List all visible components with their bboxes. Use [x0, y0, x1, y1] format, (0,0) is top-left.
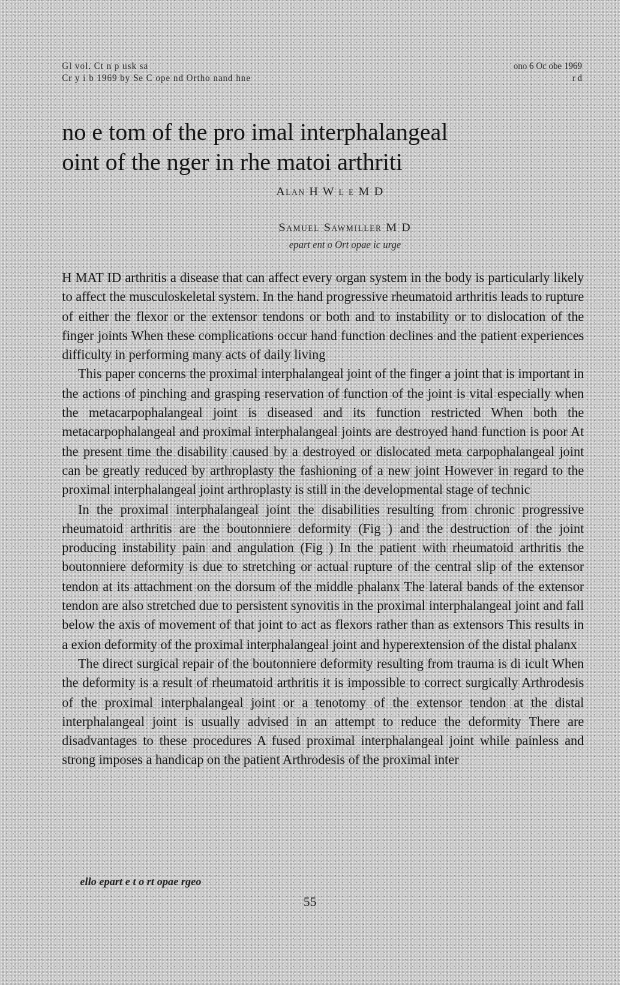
article-title: [62, 118, 582, 178]
running-head-left-line1: Gl vol. Ct n p usk sa: [62, 61, 149, 71]
running-head-right: [514, 60, 583, 84]
footnote: ello epart e t o rt opae rgeo: [80, 876, 202, 888]
page-number: 55: [303, 894, 317, 909]
first-author: Alan H W l e M D: [276, 184, 384, 198]
running-head-left: [62, 60, 251, 84]
author-affiliation: epart ent o Ort opae ic urge: [289, 240, 401, 251]
article-title-line1: no e tom of the pro imal interphalangeal: [62, 120, 448, 146]
paragraph-1: H MAT ID arthritis a disease that can affect every organ system in the body is particularly likely to affect the musculoskeletal system. In the hand progressive rheumatoid arthritis leads to rupture of either the flexor or the extensor tendons or both and to instability or to dislocation of the finger joints When these complications occur hand function declines and the patient experiences difficulty in performing many acts of daily living: [62, 270, 584, 363]
second-author: Samuel Sawmiller M D: [278, 220, 412, 234]
article-title-line2: oint of the nger in rhe matoi arthriti: [62, 150, 403, 176]
running-head-right-line1: ono 6 Oc obe 1969: [513, 61, 582, 71]
paragraph-3: In the proximal interphalangeal joint the disabilities resulting from chronic progressive rheumatoid arthritis are the boutonniere deformity (Fig ) and the destruction of the joint producing instability pain and angulation (Fig ) In the patient with rheumatoid arthritis the boutonniere deformity is due to stretching or actual rupture of the central slip of the extensor tendon at its attachment on the dorsum of the middle phalanx The lateral bands of the extensor tendon are also stretched due to persistent synovitis in the proximal interphalangeal joint and fall below the axis of movement of that joint to act as flexors rather than as extensors This results in a exion deformity of the proximal interphalangeal joint and hyperextension of the distal phalanx: [62, 501, 584, 652]
paragraph-2: This paper concerns the proximal interphalangeal joint of the finger a joint that is important in the actions of pinching and grasping reservation of function of the joint is vital especially when the metacarpophalangeal joint is diseased and its function restricted When both the metacarpophalangeal and proximal interphalangeal joints are destroyed hand function is poor At the present time the disability caused by a destroyed or dislocated meta carpophalangeal joint can be greatly reduced by arthroplasty the fashioning of a new joint However in regard to the proximal interphalangeal joint arthroplasty is still in the developmental stage of technic: [62, 366, 584, 498]
running-head-left-line2: Cr y i b 1969 by Se C ope nd Ortho nand hne: [62, 73, 251, 83]
paragraph-4: The direct surgical repair of the boutonniere deformity resulting from trauma is di icult When the deformity is a result of rheumatoid arthritis it is impossible to correct surgically Arthrodesis of the proximal interphalangeal joint or a tenotomy of the extensor tendon at the distal interphalangeal joint is usually advised in an attempt to reduce the deformity There are disadvantages to these procedures A fused proximal interphalangeal joint while painless and strong imposes a handicap on the patient Arthrodesis of the proximal inter: [62, 655, 584, 768]
article-body: [62, 268, 584, 770]
running-head-right-line2: r d: [572, 73, 582, 83]
